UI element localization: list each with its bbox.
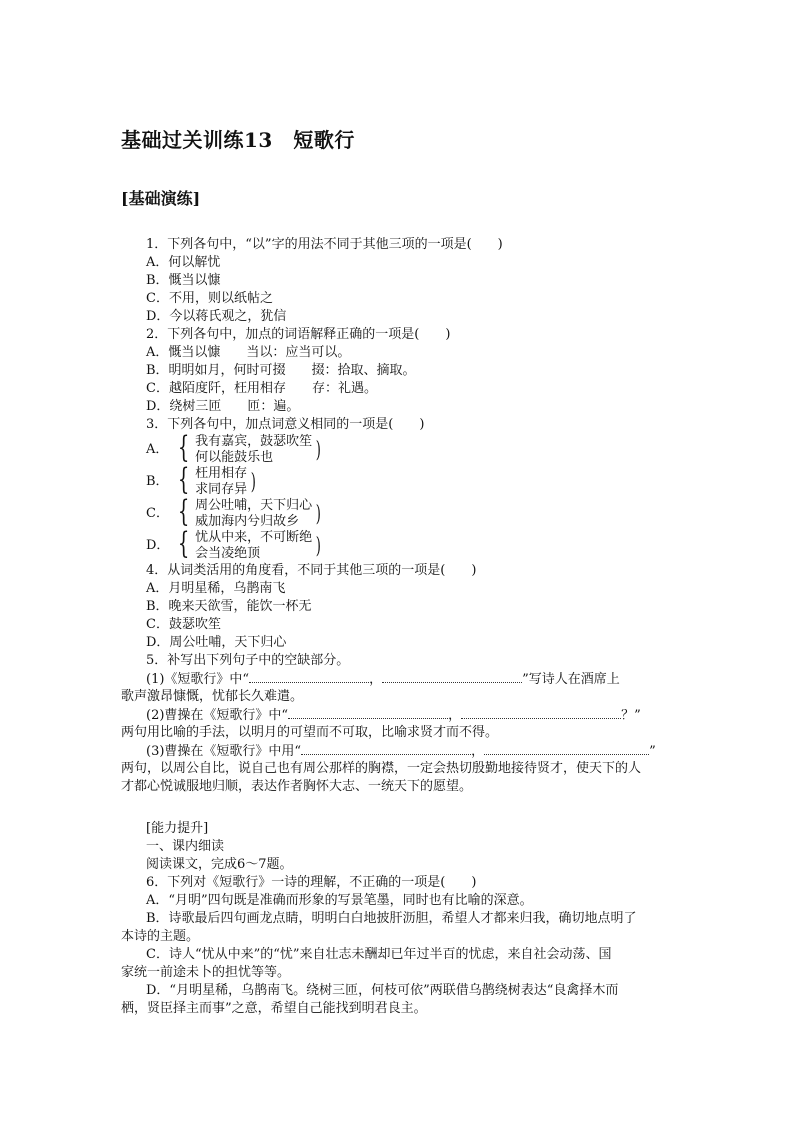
q2-stem: 2．下列各句中，加点的词语解释正确的一项是( ) — [146, 327, 451, 342]
ability-intro: 阅读课文，完成6～7题。 — [146, 857, 293, 872]
q5-text: ， — [448, 708, 462, 723]
q3-stem: 3．下列各句中，加点词意义相同的一项是( ) — [146, 417, 425, 432]
fill-blank[interactable] — [249, 670, 369, 683]
q5-text: ， — [471, 744, 485, 759]
left-brace-icon: { — [177, 494, 190, 529]
pair-line: 周公吐哺，天下归心 — [195, 498, 313, 513]
q3-option-b — [146, 462, 676, 498]
q4-option-a: A．月明星稀，乌鹊南飞 — [146, 581, 286, 596]
section-heading-basic: [基础演练] — [121, 189, 201, 208]
q1-option-c: C．不用，则以纸帖之 — [146, 291, 273, 306]
pair-line: 求同存异 — [195, 482, 248, 497]
ability-subheading: 一、课内细读 — [146, 839, 225, 854]
right-paren-icon: ) — [315, 502, 321, 527]
q5-text: ， — [369, 672, 383, 687]
q6-option-c: C．诗人“忧从中来”的“忧”来自壮志未酬却已年过半百的忧虑，来自社会动荡、国 — [146, 947, 612, 962]
brace-group — [174, 526, 323, 562]
q1-option-b: B．慨当以慷 — [146, 273, 221, 288]
q5-item-3-cont: 两句，以周公自比，说自己也有周公那样的胸襟，一定会热切殷勤地接待贤才，使天下的人 — [121, 761, 642, 776]
q5-text: ” — [649, 744, 656, 759]
q4-option-d: D．周公吐哺，天下归心 — [146, 635, 287, 650]
ability-heading: [能力提升] — [146, 821, 209, 836]
pair-line: 忧从中来，不可断绝 — [195, 530, 313, 545]
left-brace-icon: { — [177, 462, 190, 497]
right-paren-icon: ) — [315, 438, 321, 463]
question-body — [121, 236, 676, 1018]
q5-item-1-cont: 歌声激昂慷慨，忧郁长久难遣。 — [121, 689, 304, 704]
q1-stem: 1．下列各句中，“以”字的用法不同于其他三项的一项是( ) — [146, 237, 503, 252]
page-title: 基础过关训练13 短歌行 — [121, 128, 355, 152]
q3-option-a — [146, 430, 676, 466]
q3-option-label: A． — [146, 442, 169, 457]
q6-stem: 6．下列对《短歌行》一诗的理解，不正确的一项是( ) — [146, 875, 477, 890]
q3-option-label: C． — [146, 506, 169, 521]
pair-line: 我有嘉宾，鼓瑟吹笙 — [195, 434, 313, 449]
q5-text: (3)曹操在《短歌行》中用“ — [146, 744, 302, 759]
q5-stem: 5．补写出下列句子中的空缺部分。 — [146, 653, 350, 668]
q6-option-b-cont: 本诗的主题。 — [121, 929, 200, 944]
q3-option-label: B． — [146, 474, 169, 489]
q5-item-3-cont: 才都心悦诚服地归顺，表达作者胸怀大志、一统天下的愿望。 — [121, 779, 473, 794]
q1-option-d: D．今以蒋氏观之，犹信 — [146, 309, 287, 324]
right-paren-icon: ) — [315, 534, 321, 559]
q5-text: ？” — [621, 708, 641, 723]
pair-lines — [195, 498, 312, 530]
brace-group — [174, 430, 323, 466]
q4-option-c: C．鼓瑟吹笙 — [146, 617, 221, 632]
left-brace-icon: { — [177, 430, 190, 465]
q6-option-c-cont: 家统一前途未卜的担忧等等。 — [121, 965, 291, 980]
fill-blank[interactable] — [484, 742, 649, 755]
q5-text: (2)曹操在《短歌行》中“ — [146, 708, 289, 723]
q6-option-b: B．诗歌最后四句画龙点睛，明明白白地披肝沥胆，希望人才都来归我，确切地点明了 — [146, 911, 637, 926]
pair-lines — [195, 434, 312, 466]
fill-blank[interactable] — [301, 742, 471, 755]
q6-option-d-cont: 栖，贤臣择主而事”之意，希望自己能找到明君良主。 — [121, 1001, 427, 1016]
fill-blank[interactable] — [461, 706, 621, 719]
q5-item-3 — [146, 742, 676, 760]
q3-option-d — [146, 526, 676, 562]
spacer — [146, 796, 676, 820]
q4-option-b: B．晚来天欲雪，能饮一杯无 — [146, 599, 312, 614]
q5-text: ”写诗人在酒席上 — [522, 672, 620, 687]
q3-option-label: D． — [146, 538, 170, 553]
q3-option-c — [146, 494, 676, 530]
q5-item-2-cont: 两句用比喻的手法，以明月的可望而不可取，比喻求贤才而不得。 — [121, 725, 499, 740]
pair-lines — [195, 466, 247, 498]
q5-text: (1)《短歌行》中“ — [146, 672, 250, 687]
fill-blank[interactable] — [288, 706, 448, 719]
q5-item-2 — [146, 706, 676, 724]
q4-stem: 4．从词类活用的角度看，不同于其他三项的一项是( ) — [146, 563, 477, 578]
q2-option-c: C．越陌度阡，枉用相存 存：礼遇。 — [146, 381, 377, 396]
left-brace-icon: { — [177, 526, 190, 561]
pair-line: 枉用相存 — [195, 466, 248, 481]
right-paren-icon: ) — [250, 470, 256, 495]
q6-option-d: D．“月明星稀，乌鹊南飞。绕树三匝，何枝可依”两联借乌鹊绕树表达“良禽择木而 — [146, 983, 619, 998]
brace-group — [174, 494, 323, 530]
q2-option-a: A．慨当以慷 当以：应当可以。 — [146, 345, 351, 360]
q5-item-1 — [146, 670, 676, 688]
q2-option-b: B．明明如月，何时可掇 掇：拾取、摘取。 — [146, 363, 416, 378]
pair-line: 会当凌绝顶 — [195, 546, 261, 561]
pair-line: 何以能鼓乐也 — [195, 450, 274, 465]
pair-lines — [195, 530, 312, 562]
q1-option-a: A．何以解忧 — [146, 255, 221, 270]
q2-option-d: D．绕树三匝 匝：遍。 — [146, 399, 300, 414]
pair-line: 威加海内兮归故乡 — [195, 514, 300, 529]
q6-option-a: A．“月明”四句既是准确而形象的写景笔墨，同时也有比喻的深意。 — [146, 893, 533, 908]
fill-blank[interactable] — [382, 670, 522, 683]
